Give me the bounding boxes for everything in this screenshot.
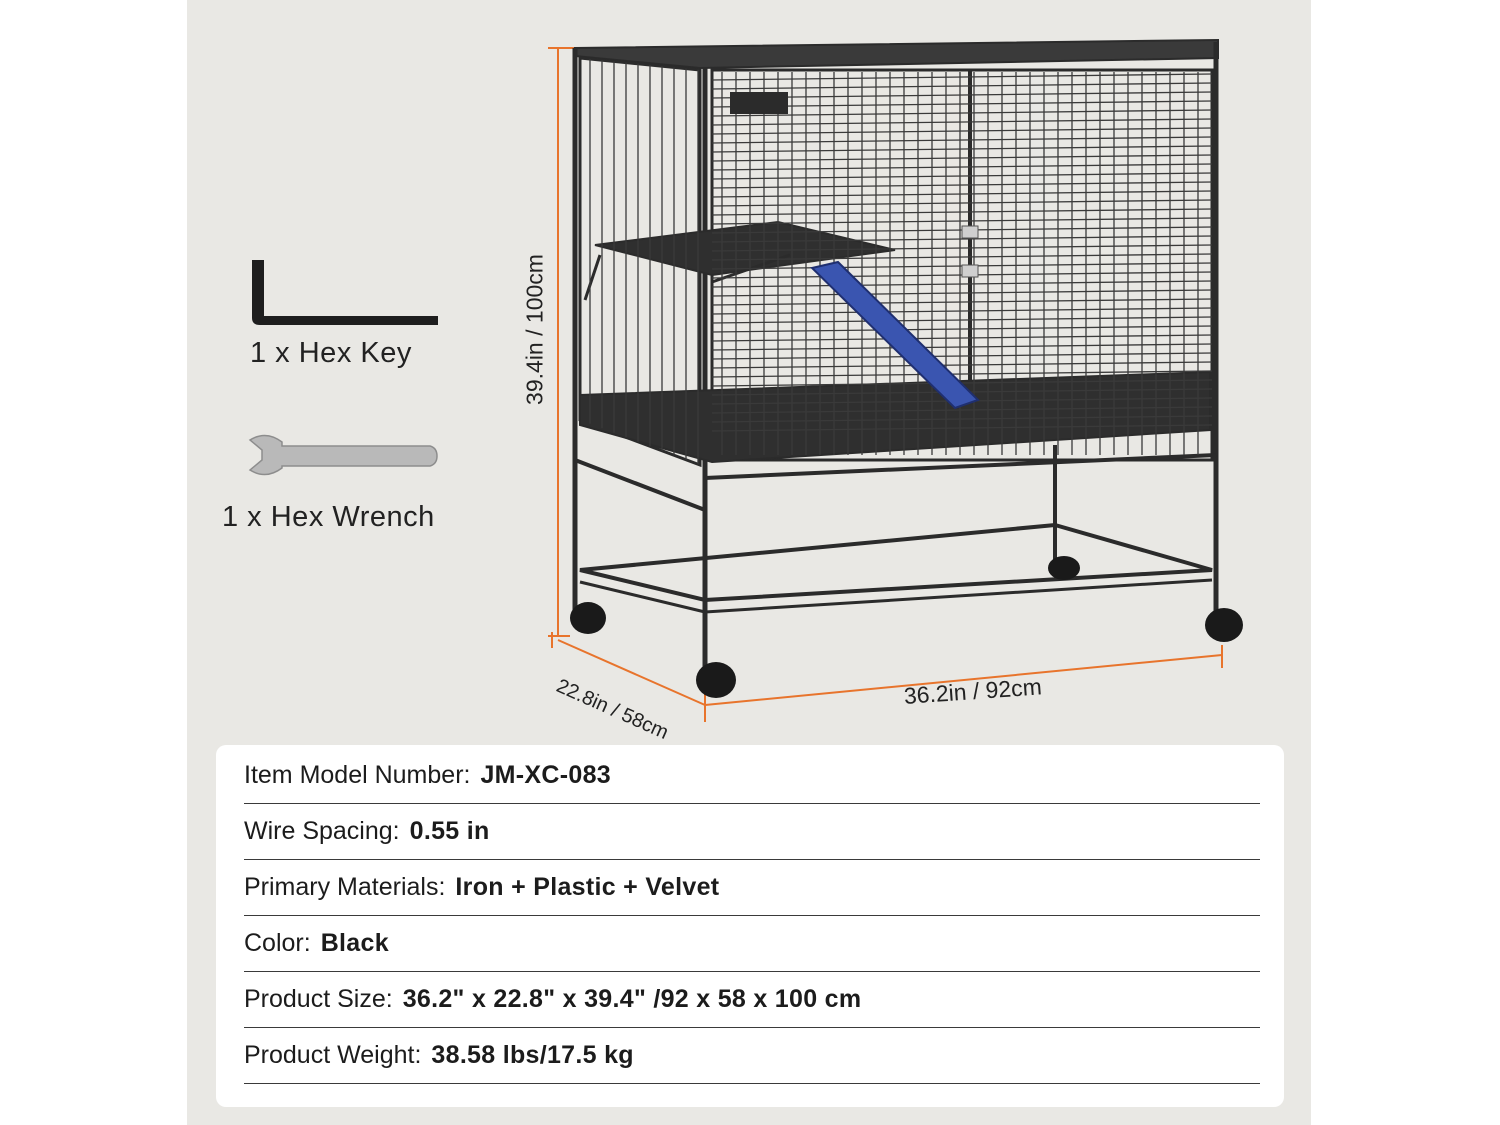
spec-row-size xyxy=(244,971,1260,1028)
caster-back-left xyxy=(570,602,606,634)
spec-card xyxy=(216,745,1284,1107)
width-dimension-label: 36.2in / 92cm xyxy=(903,673,1043,709)
spec-label: Primary Materials: xyxy=(244,872,446,901)
spec-label: Product Weight: xyxy=(244,1040,422,1069)
spec-value: JM-XC-083 xyxy=(480,760,611,789)
spec-value: 0.55 in xyxy=(409,816,490,845)
spec-value: Iron + Plastic + Velvet xyxy=(455,872,720,901)
caster-front-left xyxy=(696,662,736,698)
spec-value: Black xyxy=(320,928,389,957)
spec-row-materials xyxy=(244,859,1260,916)
hex-key-icon xyxy=(252,260,438,325)
spec-value: 36.2" x 22.8" x 39.4" /92 x 58 x 100 cm xyxy=(402,984,862,1013)
spec-row-wire-spacing xyxy=(244,803,1260,860)
hex-wrench-icon xyxy=(250,435,437,474)
hex-wrench-label: 1 x Hex Wrench xyxy=(222,501,435,533)
spec-label: Wire Spacing: xyxy=(244,816,400,845)
depth-dimension-label: 22.8in / 58cm xyxy=(553,675,672,744)
spec-label: Color: xyxy=(244,928,311,957)
door-latch-lower xyxy=(962,265,978,277)
spec-row-color xyxy=(244,915,1260,972)
spec-label: Item Model Number: xyxy=(244,760,471,789)
cage xyxy=(575,40,1218,680)
spec-row-model xyxy=(244,747,1260,804)
height-dimension-label: 39.4in / 100cm xyxy=(521,254,548,405)
caster-back-right xyxy=(1048,556,1080,580)
casters xyxy=(570,556,1243,698)
caster-front-right xyxy=(1205,608,1243,642)
hex-key-label: 1 x Hex Key xyxy=(250,337,412,369)
cage-nameplate xyxy=(730,92,788,114)
spec-row-weight xyxy=(244,1027,1260,1084)
spec-label: Product Size: xyxy=(244,984,393,1013)
spec-value: 38.58 lbs/17.5 kg xyxy=(431,1040,634,1069)
door-latch-upper xyxy=(962,226,978,238)
